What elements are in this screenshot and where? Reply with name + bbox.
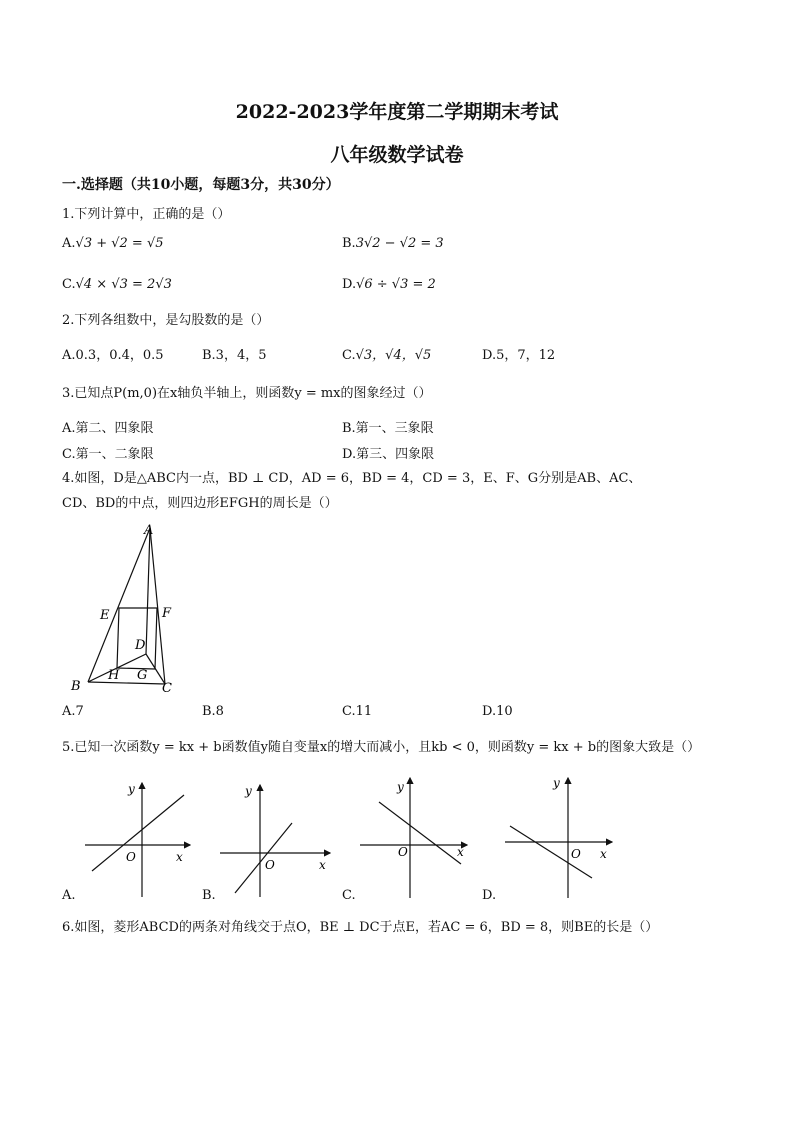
function-line xyxy=(235,823,292,893)
q4-stem-line2: CD、BD的中点，则四边形EFGH的周长是（） xyxy=(62,496,338,511)
q2-option-d: D.5，7，12 xyxy=(482,348,556,363)
section-heading: 一.选择题（共10小题，每题3分，共30分） xyxy=(62,177,340,193)
origin-label: O xyxy=(571,847,581,861)
q3-option-d: D.第三、四象限 xyxy=(342,447,435,462)
y-axis-label: y xyxy=(128,782,135,796)
q1-option-d xyxy=(342,277,436,292)
label-f: F xyxy=(162,606,172,621)
q3-option-c: C.第一、二象限 xyxy=(62,447,154,462)
q1-a-label: A. xyxy=(62,236,76,251)
q4-option-c: C.11 xyxy=(342,704,373,719)
label-h: H xyxy=(108,668,120,683)
q5-graph-a xyxy=(80,775,200,900)
q5-option-b: B. xyxy=(202,888,216,903)
origin-label: O xyxy=(398,845,408,859)
q5-graph-b xyxy=(215,775,335,900)
q2-option-b: B.3，4，5 xyxy=(202,348,267,363)
q5-stem: 5.已知一次函数y = kx + b函数值y随自变量x的增大而减小，且kb < 0，则函数y = kx + b的图象大致是（） xyxy=(62,740,701,755)
q3-option-b: B.第一、三象限 xyxy=(342,421,434,436)
q1-option-a xyxy=(62,236,164,251)
q2-c-label: C. xyxy=(342,348,356,363)
q1-a-math: √3 + √2 = √5 xyxy=(75,236,164,251)
segment-ad xyxy=(146,528,150,654)
q1-c-label: C. xyxy=(62,277,76,292)
exam-subtitle: 八年级数学试卷 xyxy=(330,144,464,166)
q4-option-a: A.7 xyxy=(62,704,84,719)
q4-option-b: B.8 xyxy=(202,704,224,719)
q1-b-math: 3√2 − √2 = 3 xyxy=(355,236,444,251)
x-axis-label: x xyxy=(457,845,464,859)
q5-graph-d xyxy=(500,770,620,900)
label-e: E xyxy=(100,608,110,623)
q2-option-c xyxy=(342,344,431,363)
x-axis-label: x xyxy=(319,858,326,872)
x-axis-label: x xyxy=(176,850,183,864)
q3-option-a: A.第二、四象限 xyxy=(62,421,154,436)
q1-b-label: B. xyxy=(342,236,356,251)
q5-option-a: A. xyxy=(62,888,76,903)
q4-triangle-figure xyxy=(60,518,190,700)
q4-stem-line1: 4.如图，D是△ABC内一点，BD ⊥ CD，AD = 6，BD = 4，CD = 3，E、F、G分别是AB、AC、 xyxy=(62,471,642,486)
q1-option-b xyxy=(342,236,444,251)
label-b: B xyxy=(71,679,81,694)
y-axis-label: y xyxy=(245,784,252,798)
q1-c-math: √4 × √3 = 2√3 xyxy=(75,277,172,292)
label-c: C xyxy=(162,681,172,696)
q4-option-d: D.10 xyxy=(482,704,513,719)
edge-bc xyxy=(88,682,165,684)
q5-option-c: C. xyxy=(342,888,356,903)
label-a: A xyxy=(144,523,154,538)
q2-stem: 2.下列各组数中，是勾股数的是（） xyxy=(62,313,270,328)
function-line xyxy=(92,795,184,871)
q6-stem: 6.如图，菱形ABCD的两条对角线交于点O，BE ⊥ DC于点E，若AC = 6，BD = 8，则BE的长是（） xyxy=(62,920,659,935)
y-axis-label: y xyxy=(553,776,560,790)
q3-stem: 3.已知点P(m,0)在x轴负半轴上，则函数y = mx的图象经过（） xyxy=(62,386,432,401)
q5-graph-c xyxy=(355,770,475,900)
function-line xyxy=(379,802,461,864)
edge-ab xyxy=(88,528,150,682)
origin-label: O xyxy=(265,858,275,872)
label-d: D xyxy=(135,638,146,653)
q5-option-d: D. xyxy=(482,888,497,903)
q1-d-math: √6 ÷ √3 = 2 xyxy=(356,277,436,292)
q1-option-c xyxy=(62,277,172,292)
origin-label: O xyxy=(126,850,136,864)
q1-d-label: D. xyxy=(342,277,357,292)
y-axis-label: y xyxy=(397,780,404,794)
x-axis-label: x xyxy=(600,847,607,861)
q1-stem: 1.下列计算中，正确的是（） xyxy=(62,207,231,222)
q2-option-a: A.0.3，0.4，0.5 xyxy=(62,348,164,363)
exam-title: 2022-2023学年度第二学期期末考试 xyxy=(235,101,559,123)
label-g: G xyxy=(137,668,148,683)
q2-c-math: √3，√4，√5 xyxy=(355,348,432,363)
